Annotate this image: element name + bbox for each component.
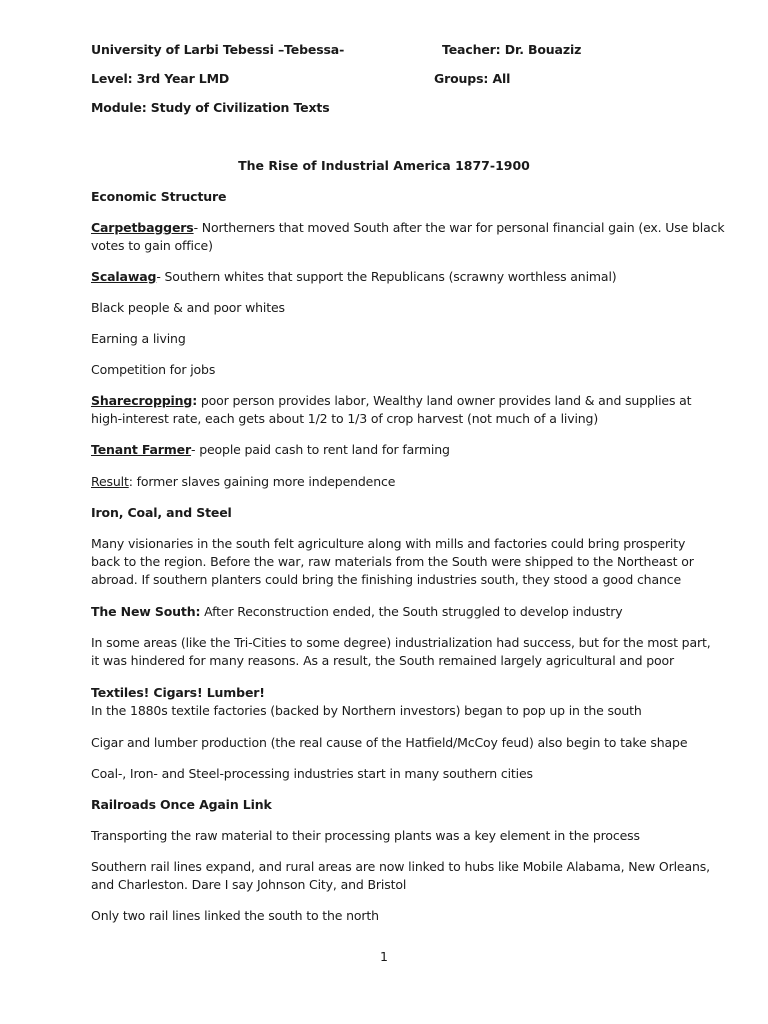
new-south-line bbox=[91, 603, 622, 621]
iron-paragraph-line-3: abroad. If southern planters could bring the finishing industries south, they stood a good chance bbox=[91, 572, 681, 587]
sharecropping-definition-b: , Wealthy land owner provides land & and supplies at bbox=[365, 393, 692, 408]
competition-line: Competition for jobs bbox=[91, 362, 216, 377]
term-tenant-farmer: Tenant Farmer bbox=[91, 442, 192, 457]
teacher-name: Teacher: Dr. Bouaziz bbox=[442, 42, 582, 57]
rail-paragraph-line-1: Southern rail lines expand, and rural areas are now linked to hubs like Mobile Alabama, New Orleans, bbox=[91, 859, 710, 874]
result-line bbox=[91, 473, 395, 491]
scalawag-definition: - Southern whites that support the Republicans (scrawny worthless animal) bbox=[156, 269, 617, 284]
heading-textiles: Textiles! Cigars! Lumber! bbox=[91, 685, 265, 700]
black-people-line: Black people & and poor whites bbox=[91, 300, 285, 315]
term-new-south: The New South: bbox=[91, 604, 201, 619]
only-two-rail-lines: Only two rail lines linked the south to the north bbox=[91, 908, 379, 923]
sharecropping-colon: : bbox=[192, 393, 198, 408]
document-title: The Rise of Industrial America 1877-1900 bbox=[238, 158, 530, 173]
coal-paragraph: Coal-, Iron- and Steel-processing industries start in many southern cities bbox=[91, 766, 533, 781]
sharecropping-definition-c: high-interest rate bbox=[91, 411, 198, 426]
carpetbaggers-line-2: votes to gain office) bbox=[91, 238, 213, 253]
new-south-definition: After Reconstruction ended, the South struggled to develop industry bbox=[200, 604, 623, 619]
term-result: Result bbox=[91, 474, 129, 489]
rail-paragraph-line-2: and Charleston. Dare I say Johnson City, and Bristol bbox=[91, 877, 407, 892]
heading-iron-coal-steel: Iron, Coal, and Steel bbox=[91, 505, 232, 520]
textiles-paragraph: In the 1880s textile factories (backed by Northern investors) began to pop up in the south bbox=[91, 703, 642, 718]
term-carpetbaggers: Carpetbaggers bbox=[91, 220, 194, 235]
university-name: University of Larbi Tebessi –Tebessa- bbox=[91, 42, 345, 57]
earning-line: Earning a living bbox=[91, 331, 186, 346]
heading-economic-structure: Economic Structure bbox=[91, 189, 227, 204]
scalawag-line bbox=[91, 268, 617, 286]
cigar-paragraph: Cigar and lumber production (the real cause of the Hatfield/McCoy feud) also begin to take shape bbox=[91, 735, 688, 750]
sharecropping-line-1 bbox=[91, 392, 691, 410]
term-sharecropping: Sharecropping bbox=[91, 393, 193, 408]
page-number: 1 bbox=[380, 949, 388, 964]
module: Module: Study of Civilization Texts bbox=[91, 100, 330, 115]
transport-paragraph: Transporting the raw material to their processing plants was a key element in the process bbox=[91, 828, 640, 843]
result-definition: : former slaves gaining more independence bbox=[128, 474, 396, 489]
tri-cities-line-2: it was hindered for many reasons. As a result, the South remained largely agricultural and poor bbox=[91, 653, 674, 668]
level: Level: 3rd Year LMD bbox=[91, 71, 230, 86]
groups: Groups: All bbox=[434, 71, 511, 86]
carpetbaggers-line-1 bbox=[91, 219, 724, 237]
carpetbaggers-definition: - Northerners that moved South after the war for personal financial gain (ex. Use black bbox=[193, 220, 725, 235]
term-scalawag: Scalawag bbox=[91, 269, 157, 284]
sharecropping-definition-d: , each gets about 1/2 to 1/3 of crop harvest (not much of a living) bbox=[197, 411, 599, 426]
sharecropping-line-2 bbox=[91, 410, 598, 428]
tenant-farmer-definition: - people paid cash to rent land for farming bbox=[191, 442, 450, 457]
tenant-farmer-line bbox=[91, 441, 450, 459]
heading-railroads: Railroads Once Again Link bbox=[91, 797, 272, 812]
tri-cities-line-1: In some areas (like the Tri-Cities to some degree) industrialization had success, but for the most part, bbox=[91, 635, 711, 650]
iron-paragraph-line-2: back to the region. Before the war, raw materials from the South were shipped to the Northeast or bbox=[91, 554, 694, 569]
sharecropping-definition-a: poor person provides labor bbox=[197, 393, 366, 408]
iron-paragraph-line-1: Many visionaries in the south felt agriculture along with mills and factories could bring prosperity bbox=[91, 536, 686, 551]
